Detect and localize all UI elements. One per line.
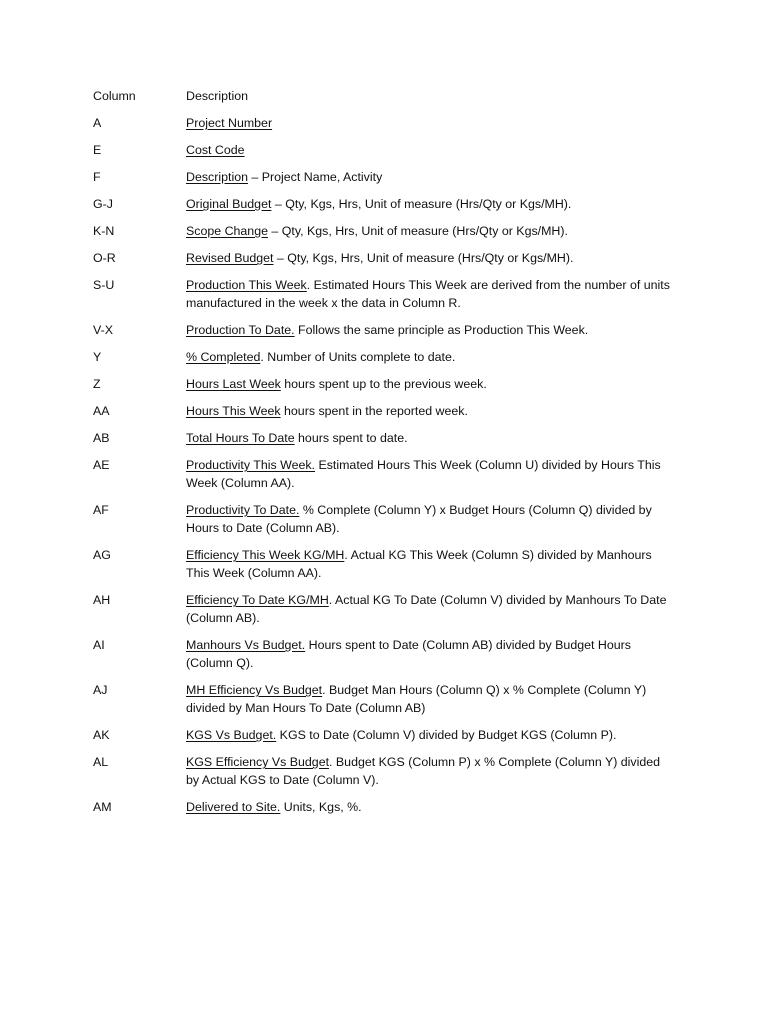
column-description <box>186 546 673 582</box>
header-column-label: Column <box>93 89 136 103</box>
description-detail: Hours spent to Date (Column AB) divided by Budget Hours (Column Q). <box>186 638 631 670</box>
description-term: % Completed <box>186 350 261 364</box>
column-description <box>186 141 673 159</box>
column-code: S-U <box>93 278 115 292</box>
table-row <box>93 141 673 159</box>
description-term: Hours This Week <box>186 404 281 418</box>
column-code: AG <box>93 548 111 562</box>
description-term: Production To Date. <box>186 323 295 337</box>
column-code: Y <box>93 350 102 364</box>
column-code: AI <box>93 638 105 652</box>
column-code: AL <box>93 755 109 769</box>
column-code: K-N <box>93 224 115 238</box>
description-term: Project Number <box>186 116 273 130</box>
column-description <box>186 114 673 132</box>
column-code: AJ <box>93 683 108 697</box>
description-detail: KGS to Date (Column V) divided by Budget KGS (Column P). <box>276 728 617 742</box>
description-term: Productivity To Date. <box>186 503 300 517</box>
description-detail: . Number of Units complete to date. <box>260 350 456 364</box>
description-term: Original Budget <box>186 197 272 211</box>
table-row <box>93 222 673 240</box>
column-description <box>186 249 673 267</box>
table-row <box>93 798 673 816</box>
table-row <box>93 456 673 492</box>
description-term: Production This Week <box>186 278 307 292</box>
table-row <box>93 375 673 393</box>
description-detail: . Estimated Hours This Week are derived from the number of units manufactured in the week x the data in Column R. <box>186 278 670 310</box>
column-description <box>186 429 673 447</box>
description-term: Delivered to Site. <box>186 800 281 814</box>
table-row <box>93 546 673 582</box>
description-term: KGS Efficiency Vs Budget <box>186 755 330 769</box>
description-detail: hours spent in the reported week. <box>280 404 468 418</box>
column-description <box>186 753 673 789</box>
table-row <box>93 276 673 312</box>
column-code: V-X <box>93 323 113 337</box>
description-detail: – Qty, Kgs, Hrs, Unit of measure (Hrs/Qty or Kgs/MH). <box>271 197 572 211</box>
table-row <box>93 249 673 267</box>
table-row <box>93 114 673 132</box>
description-term: KGS Vs Budget. <box>186 728 277 742</box>
column-code: O-R <box>93 251 116 265</box>
description-term: Productivity This Week. <box>186 458 316 472</box>
description-detail: – Qty, Kgs, Hrs, Unit of measure (Hrs/Qty or Kgs/MH). <box>273 251 574 265</box>
description-term: Revised Budget <box>186 251 274 265</box>
table-row <box>93 501 673 537</box>
description-detail: – Qty, Kgs, Hrs, Unit of measure (Hrs/Qty or Kgs/MH). <box>267 224 568 238</box>
table-row <box>93 681 673 717</box>
description-detail: hours spent up to the previous week. <box>280 377 487 391</box>
table-row <box>93 168 673 186</box>
table-row <box>93 402 673 420</box>
column-description <box>186 501 673 537</box>
description-term: Cost Code <box>186 143 245 157</box>
column-code: AF <box>93 503 109 517</box>
column-code: AM <box>93 800 112 814</box>
column-description <box>186 402 673 420</box>
column-code: AB <box>93 431 110 445</box>
table-row <box>93 195 673 213</box>
table-row <box>93 321 673 339</box>
column-code: AH <box>93 593 111 607</box>
column-description <box>186 726 673 744</box>
description-detail: . Budget KGS (Column P) x % Complete (Column Y) divided by Actual KGS to Date (Column V). <box>186 755 661 787</box>
column-description <box>186 348 673 366</box>
description-term: Efficiency To Date KG/MH <box>186 593 329 607</box>
description-term: MH Efficiency Vs Budget <box>186 683 323 697</box>
table-row <box>93 753 673 789</box>
table-header-row <box>93 87 673 105</box>
column-description <box>186 591 673 627</box>
column-code: A <box>93 116 102 130</box>
description-detail: . Budget Man Hours (Column Q) x % Complete (Column Y) divided by Man Hours To Date (Column AB) <box>186 683 647 715</box>
description-term: Hours Last Week <box>186 377 281 391</box>
description-detail: hours spent to date. <box>294 431 408 445</box>
table-row <box>93 726 673 744</box>
column-code: G-J <box>93 197 113 211</box>
table-row <box>93 429 673 447</box>
description-term: Description <box>186 170 248 184</box>
description-detail: % Complete (Column Y) x Budget Hours (Column Q) divided by Hours to Date (Column AB). <box>186 503 652 535</box>
table-row <box>93 591 673 627</box>
description-detail: – Project Name, Activity <box>247 170 383 184</box>
column-code: AE <box>93 458 110 472</box>
column-code: AA <box>93 404 110 418</box>
column-description-table <box>93 87 673 825</box>
column-code: E <box>93 143 102 157</box>
column-description <box>186 456 673 492</box>
column-code: AK <box>93 728 110 742</box>
description-detail: . Actual KG This Week (Column S) divided by Manhours This Week (Column AA). <box>186 548 652 580</box>
description-detail: Estimated Hours This Week (Column U) divided by Hours This Week (Column AA). <box>186 458 661 490</box>
column-description <box>186 681 673 717</box>
column-description <box>186 798 673 816</box>
table-row <box>93 636 673 672</box>
description-detail: Units, Kgs, %. <box>280 800 362 814</box>
column-description <box>186 168 673 186</box>
description-term: Scope Change <box>186 224 268 238</box>
column-description <box>186 222 673 240</box>
column-description <box>186 375 673 393</box>
column-description <box>186 321 673 339</box>
header-description-label: Description <box>186 89 248 103</box>
description-detail: . Actual KG To Date (Column V) divided by Manhours To Date (Column AB). <box>186 593 667 625</box>
description-term: Total Hours To Date <box>186 431 295 445</box>
description-detail: Follows the same principle as Production This Week. <box>294 323 589 337</box>
column-code: F <box>93 170 101 184</box>
description-term: Manhours Vs Budget. <box>186 638 306 652</box>
description-term: Efficiency This Week KG/MH <box>186 548 345 562</box>
table-row <box>93 348 673 366</box>
column-description <box>186 276 673 312</box>
column-description <box>186 636 673 672</box>
column-description <box>186 195 673 213</box>
column-code: Z <box>93 377 101 391</box>
